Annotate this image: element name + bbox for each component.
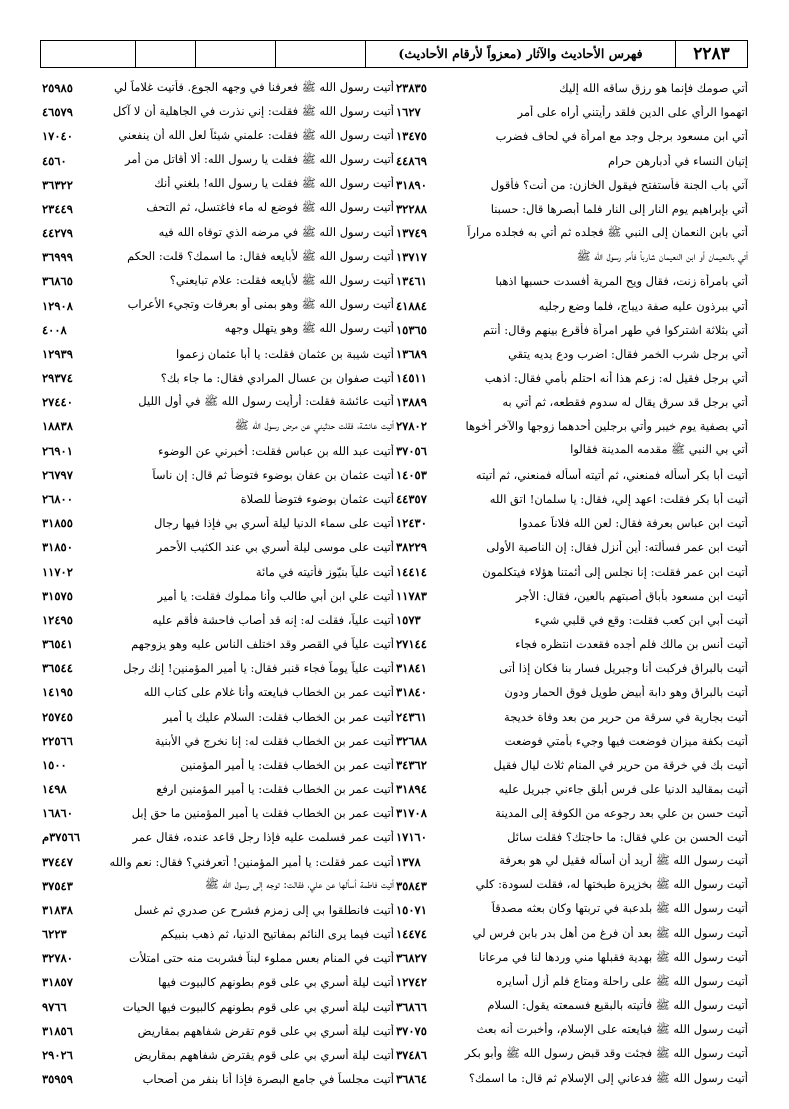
entry-number: ١٤٥١١ (396, 371, 427, 386)
index-entry (40, 777, 394, 801)
entry-text: أتيت رسول الله ﷺ فأتيته بالبقيع فسمعته يقول: السلام (487, 998, 748, 1013)
entry-number: ١٥٠٧١ (396, 902, 427, 917)
index-entry (40, 946, 394, 970)
entry-text: أتيت ابن عباس بعرفة فقال: لعن الله فلاناً عمدوا (518, 516, 748, 531)
entry-number: ٤٥٦٠ (42, 153, 67, 168)
entry-number: ٣٢٢٨٨ (396, 201, 427, 216)
entry-text: أتيت علياً، فقلت له: إنه قد أصاب فاحشة فأقم عليه (152, 612, 394, 627)
entry-text: أتيت صفوان بن عسال المرادي فقال: ما جاء بك؟ (160, 371, 394, 386)
entry-text: أتيت بالبراق فركبت أنا وجبريل فسار بنا فكان إذا أتى (499, 661, 748, 676)
entry-number: ١١٧٠٢ (42, 564, 73, 579)
entry-text: أتيت عبد الله بن عباس فقلت: أخبرني عن الوضوء (158, 443, 394, 458)
index-entry (394, 173, 748, 197)
entry-number: ٣٦٥٤١ (42, 637, 73, 652)
index-entry (40, 874, 394, 898)
entry-text: أتي ببرذون عليه صفة ديباج، فلما وضع رجليه (538, 298, 748, 313)
index-entry (40, 632, 394, 656)
entry-text: أتي صومك فإنما هو رزق ساقه الله إليك (559, 81, 748, 96)
entry-number: ٢٧١٤٤ (396, 637, 427, 652)
entry-number: ٣١٨٣٨ (42, 902, 73, 917)
entry-number: ٣٧٥٦٦م (42, 830, 81, 845)
entry-number: ١٥٣٦٥ (396, 322, 427, 337)
index-entry (40, 245, 394, 269)
index-entry (40, 318, 394, 342)
index-entry (40, 197, 394, 221)
entry-number: ٣٦٨٦٥ (42, 274, 73, 289)
index-entry (40, 584, 394, 608)
entry-number: ٤٤٨٦٩ (396, 153, 427, 168)
entry-number: ٦٢٢٣ (42, 927, 67, 942)
entry-number: ١٣٧١٧ (396, 250, 427, 265)
entry-number: ١١٧٨٣ (396, 588, 427, 603)
entry-text: أتيت عثمان بن عفان بوضوء فتوضأ ثم قال: إن ناساً (152, 467, 394, 482)
index-entry (394, 342, 748, 366)
entry-number: ٣٦٣٢٢ (42, 177, 73, 192)
entry-text: أتيت رسول الله ﷺ بهدية فقبلها مني وردها لنا في مرعانا (478, 949, 748, 964)
entry-number: ٤٦٥٧٩ (42, 105, 73, 120)
entry-number: ٣١٨٥٧ (42, 975, 73, 990)
index-entry (394, 922, 748, 946)
entry-number: ٣٥٨٤٣ (396, 878, 427, 893)
entry-text: أتي برجل قد سرق يقال له سدوم فقطعه، ثم أتي به (502, 395, 748, 410)
entry-text: أتيت رسول الله ﷺ فقلت: علمني شيئاً لعل الله أن ينفعني (118, 127, 394, 142)
entry-number: ١٢٧٤٢ (396, 975, 427, 990)
entry-text: أتيت رسول الله ﷺ فدعاني إلى الإسلام ثم قال: ما اسمك؟ (468, 1070, 748, 1085)
entry-number: ٣٧٠٧٥ (396, 1023, 427, 1038)
entry-text: أتي بالنعيمان أو ابن النعيمان شارباً فأمر رسول الله ﷺ (576, 248, 748, 263)
index-entry (394, 874, 748, 898)
index-entry (40, 294, 394, 318)
index-entry (40, 656, 394, 680)
index-entry (394, 656, 748, 680)
index-entry (40, 149, 394, 173)
index-entry (40, 801, 394, 825)
index-entry (40, 1019, 394, 1043)
entry-number: ٢٦٩٠١ (42, 443, 73, 458)
entry-number: ١٥٠٠ (42, 757, 67, 772)
entry-number: ١٣٦٨٩ (396, 346, 427, 361)
entry-number: ٤١٨٨٤ (396, 298, 427, 313)
index-entry (394, 898, 748, 922)
index-entry (394, 680, 748, 704)
index-entry (40, 342, 394, 366)
entry-number: ١٧٠٤٠ (42, 129, 73, 144)
entry-number: ٣١٨٩٤ (396, 782, 427, 797)
entry-text: أتيت ابن عمر فقلت: إنا نجلس إلى أئمتنا هؤلاء فيتكلمون (482, 564, 748, 579)
index-entry (394, 995, 748, 1019)
index-entry (40, 850, 394, 874)
index-entry (394, 704, 748, 728)
index-entry (40, 704, 394, 728)
index-entry (40, 898, 394, 922)
entry-number: ٢٣٤٤٩ (42, 201, 73, 216)
entry-number: ٣٤٣٦٢ (396, 757, 427, 772)
index-entry (40, 124, 394, 148)
index-entry (394, 850, 748, 874)
entry-text: أتيت رسول الله ﷺ في مرضه الذي توفاه الله فيه (158, 224, 394, 239)
entry-text: أتيت ليلة أسري بي على قوم يقترض شفاههم بمقاريض (134, 1047, 394, 1062)
index-entry (394, 221, 748, 245)
entry-text: أتيت رسول الله ﷺ فقلت يا رسول الله! بلغني أنك (154, 176, 394, 191)
entry-number: ٤٠٠٨ (42, 322, 67, 337)
entry-number: ٣٧٤٨٦ (396, 1047, 427, 1062)
index-entry (394, 390, 748, 414)
index-entry (394, 1019, 748, 1043)
entry-text: أتيت رسول الله ﷺ فعرفنا في وجهه الجوع. فأتيت غلاماً لي (113, 79, 394, 94)
entry-text: أتيت رسول الله ﷺ فوضع له ماء فاغتسل، ثم التحف (146, 200, 394, 215)
entry-number: ١٣٤٧٥ (396, 129, 427, 144)
entry-text: أتيت على موسى ليلة أسري بي عند الكثيب الأحمر (156, 540, 394, 555)
entry-text: أتيت بالبراق وهو دابة أبيض طويل فوق الحمار ودون (504, 685, 748, 700)
entry-text: أتيت أبا بكر فقلت: اعهد إلي، فقال: يا سلمان! اتق الله (489, 492, 748, 506)
index-entry (394, 801, 748, 825)
index-entry (40, 995, 394, 1019)
entry-number: ١٤١٩٥ (42, 685, 73, 700)
entry-number: ١٥٧٣ (396, 612, 421, 627)
index-entry (394, 970, 748, 994)
entry-text: أتيت أبي ابن كعب فقلت: وقع في قلبي شيء (534, 612, 748, 627)
entry-number: ٣١٨٥٠ (42, 540, 73, 555)
entry-number: ١٢٩٠٨ (42, 298, 73, 313)
entry-text: أتيت علياً في القصر وقد اختلف الناس عليه وهو يزوجهم (131, 637, 394, 652)
entry-text: اتهموا الرأي على الدين فلقد رأيتني أراه على أمر (517, 105, 748, 120)
entry-number: ٢٥٩٨٥ (42, 81, 73, 96)
index-entry (40, 463, 394, 487)
entry-number: ٢٧٤٤٠ (42, 395, 73, 410)
entry-number: ١٤٤١٤ (396, 564, 427, 579)
header-empty-cell (135, 41, 195, 67)
index-entry (394, 414, 748, 438)
entry-number: ١٤٠٥٣ (396, 467, 427, 482)
index-entry (40, 100, 394, 124)
entry-number: ١٨٨٣٨ (42, 419, 73, 434)
entry-text: أتيت شيبة بن عثمان فقلت: يا أبا عثمان زعموا (175, 346, 394, 361)
entry-text: أتيت في المنام بعس مملوء لبناً فشربت منه حتى امتلأت (129, 951, 394, 966)
index-entry (394, 197, 748, 221)
entry-text: أتيت رسول الله ﷺ فقلت: إني نذرت في الجاهلية أن لا آكل (112, 103, 394, 118)
entry-number: ٣١٨٥٦ (42, 1023, 73, 1038)
index-entry (394, 269, 748, 293)
left-column (40, 76, 394, 1091)
entry-number: ٣٨٢٢٩ (396, 540, 427, 555)
index-entry (394, 825, 748, 849)
entry-text: أتيت عثمان بوضوء فتوضأ للصلاة (240, 492, 394, 506)
page-number: ٢٢٨٣ (675, 41, 747, 67)
entry-text: أتيت علياً بنيّوز فأتيته في مائة (255, 564, 394, 579)
entry-number: ٢٢٥٦٦ (42, 733, 73, 748)
index-entry (394, 753, 748, 777)
index-entry (40, 608, 394, 632)
index-entry (40, 76, 394, 100)
entry-number: ١٣٧٨ (396, 854, 421, 869)
index-entry (394, 559, 748, 583)
entry-text: أتي بإبراهيم يوم النار إلى النار فلما أبصرها قال: حسبنا (490, 201, 748, 216)
header-empty-cell (195, 41, 275, 67)
index-entry (40, 414, 394, 438)
entry-number: ٢٩٣٧٤ (42, 371, 73, 386)
entry-number: ٣١٨٩٠ (396, 177, 427, 192)
entry-number: ١٤٩٨ (42, 782, 67, 797)
entry-text: أتيت بجارية في سرقة من حرير من بعد وفاة خديجة (504, 709, 748, 724)
entry-number: ٣١٧٠٨ (396, 806, 427, 821)
index-entry (40, 753, 394, 777)
index-entry (394, 946, 748, 970)
index-entry (394, 729, 748, 753)
entry-text: أتيت ليلة أسري بي على قوم تقرض شفاههم بمقاريض (137, 1023, 394, 1038)
index-entry (40, 173, 394, 197)
index-entry (394, 608, 748, 632)
entry-text: أتيت رسول الله ﷺ فبايعته على الإسلام، وأخبرت أنه بعث (476, 1022, 748, 1037)
entry-text: آتي باب الجنة فأستفتح فيقول الخازن: من أنت؟ فأقول (490, 177, 748, 192)
entry-number: ٣٦٨٦٦ (396, 999, 427, 1014)
entry-text: أتيت ليلة أسري بي على قوم بطونهم كالبيوت فيها (158, 975, 394, 990)
entry-text: أتيت الحسن بن علي فقال: ما حاجتك؟ فقلت سائل (507, 830, 748, 845)
entry-text: أتيت فيما يرى النائم بمفاتيح الدنيا، ثم ذهب بنبيكم (160, 927, 394, 942)
entry-text: أتي بابن النعمان إلى النبي ﷺ فجلده ثم أتي به فجلده مراراً (467, 224, 748, 239)
index-entry (394, 318, 748, 342)
entry-text: أتيت ابن مسعود بأباق أصبتهم بالعين، فقال: الأجر (515, 588, 748, 603)
entry-number: ٣٧٥٤٣ (42, 878, 73, 893)
index-entry (394, 149, 748, 173)
index-entry (40, 366, 394, 390)
entry-number: ١٢٤٣٠ (396, 516, 427, 531)
entry-text: أتيت بمقاليد الدنيا على فرس أبلق جاءني جبريل عليه (498, 782, 748, 797)
entry-text: أتيت حسن بن علي بعد رجوعه من الكوفة إلى المدينة (495, 806, 748, 821)
entry-text: أتي ابن مسعود برجل وجد مع امرأة في لحاف فضرب (495, 129, 748, 144)
index-entry (40, 487, 394, 511)
entry-number: ٩٧٦٦ (42, 999, 67, 1014)
entry-number: ٣٦٥٤٤ (42, 661, 73, 676)
index-entry (40, 825, 394, 849)
entry-number: ١٦٢٧ (396, 105, 421, 120)
entry-text: أتيت رسول الله ﷺ بعد أن فرغ من أهل بدر بابن فرس لي (472, 925, 748, 940)
entry-number: ٢٦٧٩٧ (42, 467, 73, 482)
entry-number: ٢٤٣٦١ (396, 709, 427, 724)
entry-text: أتي برجل شرب الخمر فقال: اضرب ودع يديه يتقي (508, 346, 748, 361)
entry-text: أتي بصفية يوم خيبر وأتي برجلين أحدهما زوجها والآخر أخوها (465, 419, 748, 434)
entry-text: أتيت عمر بن الخطاب فقلت: السلام عليك يا أمير (162, 709, 394, 724)
index-entry (40, 970, 394, 994)
entry-text: أتيت عمر بن الخطاب فبايعته وأنا غلام على كتاب الله (143, 685, 394, 700)
index-entry (394, 535, 748, 559)
entry-text: أتيت عمر بن الخطاب فقلت: يا أمير المؤمنين ارفع (156, 782, 394, 797)
index-entry (394, 1043, 748, 1067)
entry-number: ٤٤٣٥٧ (396, 492, 427, 506)
entry-number: ١٧١٦٠ (396, 830, 427, 845)
entry-text: أتي برجل فقيل له: زعم هذا أنه احتلم بأمي فقال: اذهب (484, 371, 748, 386)
entry-number: ٣١٨٥٥ (42, 516, 73, 531)
page-title: فهرس الأحاديث والآثار (معزواً لأرقام الأحاديث) (365, 41, 675, 67)
entry-text: أتي بثلاثة اشتركوا في طهر امرأة فأقرع بينهم وقال: أنتم (483, 322, 748, 337)
entry-text: أتيت رسول الله ﷺ فقلت يا رسول الله: ألا أقاتل من أمر (124, 152, 394, 167)
entry-number: ٣٦٨٦٤ (396, 1072, 427, 1087)
index-entry (40, 729, 394, 753)
index-entry (40, 559, 394, 583)
index-entry (40, 680, 394, 704)
header-empty-cell (275, 41, 365, 67)
index-entry (394, 76, 748, 100)
entry-text: أتيت علي ابن أبي طالب وأنا مملوك فقلت: يا أمير (157, 588, 394, 603)
entry-text: أتيت عمر بن الخطاب فقلت: يا أمير المؤمنين (180, 757, 394, 772)
entry-text: أتيت رسول الله ﷺ لأبايعه فقال: ما اسمك؟ قلت: الحكم (127, 248, 394, 263)
entry-number: ١٣٨٨٩ (396, 395, 427, 410)
index-entry (394, 124, 748, 148)
entry-number: ٢٧٨٠٢ (396, 419, 427, 434)
entry-text: أتيت رسول الله ﷺ أريد أن أسأله فقيل لي هو بعرفة (499, 853, 748, 868)
header-empty-cell (41, 41, 135, 67)
index-entry (394, 463, 748, 487)
entry-text: أتيت رسول الله ﷺ لأبايعه فقلت: علام تبايعني؟ (169, 272, 394, 287)
entry-number: ٣٧٠٥٦ (396, 443, 427, 458)
entry-number: ٢٥٧٤٥ (42, 709, 73, 724)
entry-number: ٣٢٧٨٠ (42, 951, 73, 966)
entry-number: ١٤٤٧٤ (396, 927, 427, 942)
index-entry (394, 511, 748, 535)
entry-text: أتيت رسول الله ﷺ على راحلة ومتاع فلم أزل أسايره (496, 973, 748, 988)
index-entry (394, 632, 748, 656)
index-entry (394, 487, 748, 511)
entry-number: ١٢٤٩٥ (42, 612, 73, 627)
entry-number: ٣٥٩٥٩ (42, 1072, 73, 1087)
entry-text: أتيت أنس بن مالك فلم أجده فقعدت انتظره فجاء (515, 637, 748, 652)
entry-number: ١٢٩٣٩ (42, 346, 73, 361)
entry-text: أتيت عمر بن الخطاب فقلت له: إنا نخرج في الأبنية (154, 733, 394, 748)
index-columns (40, 76, 748, 1091)
entry-number: ٣٢٦٨٨ (396, 733, 427, 748)
entry-number: ٣٦٨٢٧ (396, 951, 427, 966)
entry-text: أتيت ابن عمر فسألته: أين أنزل فقال: إن الناصية الأولى (486, 540, 748, 555)
entry-text: أتيت بك في خرقة من حرير في المنام ثلاث ليال فقيل (493, 757, 748, 772)
right-column (394, 76, 748, 1091)
entry-number: ٢٦٨٠٠ (42, 492, 73, 506)
index-entry (40, 439, 394, 463)
entry-text: أتيت على سماء الدنيا ليلة أسري بي فإذا فيها رجال (154, 516, 394, 531)
entry-text: أتي بي النبي ﷺ مقدمه المدينة فقالوا (570, 442, 748, 457)
index-entry (394, 100, 748, 124)
entry-number: ٣١٨٤٠ (396, 685, 427, 700)
entry-number: ١٣٧٤٩ (396, 226, 427, 241)
entry-number: ١٣٤٦١ (396, 274, 427, 289)
entry-text: أتيت فانطلقوا بي إلى زمزم فشرح عن صدري ثم غسل (133, 902, 394, 917)
index-entry (40, 511, 394, 535)
entry-text: أتيت عائشة فقلت: أرأيت رسول الله ﷺ في أول الليل (138, 393, 394, 408)
entry-text: أتيت أبا بكر أسأله فمنعني، ثم أتيته أسأله فمنعني، ثم أتيته (475, 467, 748, 482)
index-entry (394, 777, 748, 801)
index-entry (40, 1067, 394, 1091)
entry-text: أتيت عائشة، فقلت حدثيني عن مرض رسول الله ﷺ (234, 417, 394, 432)
index-entry (394, 294, 748, 318)
entry-text: أتيت عمر بن الخطاب فقلت يا أمير المؤمنين ما حق إبل (131, 806, 394, 821)
index-entry (40, 390, 394, 414)
entry-number: ٣٧٤٤٧ (42, 854, 73, 869)
page-header (40, 40, 748, 68)
entry-text: أتيت عمر فسلمت عليه فإذا رجل قاعد عنده، فقال عمر (132, 830, 394, 845)
entry-text: أتيت رسول الله ﷺ وهو بمنى أو بعرفات وتجيء الأعراب (127, 297, 394, 312)
entry-text: أتيت ليلة أسري بي على قوم بطونهم كالبيوت فيها الحيات (122, 999, 394, 1014)
entry-number: ٢٣٨٣٥ (396, 81, 427, 96)
index-entry (394, 1067, 748, 1091)
entry-text: أتيت رسول الله ﷺ بخزيرة طبختها له، فقلت لسودة: كلي (475, 877, 748, 892)
entry-text: أتيت عمر فقلت: يا أمير المؤمنين! أتعرفني؟ فقال: نعم والله (109, 854, 394, 869)
entry-text: أتيت رسول الله ﷺ وهو يتهلل وجهه (224, 321, 394, 336)
index-entry (394, 439, 748, 463)
entry-number: ٢٩٠٢٦ (42, 1047, 73, 1062)
index-entry (394, 245, 748, 269)
entry-number: ٣٦٩٩٩ (42, 250, 73, 265)
entry-text: أتيت مجلساً في جامع البصرة فإذا أنا بنفر من أصحاب (142, 1072, 394, 1087)
index-entry (40, 269, 394, 293)
entry-text: إتيان النساء في أدبارهن حرام (607, 153, 748, 168)
entry-number: ٤٤٢٧٩ (42, 226, 73, 241)
entry-number: ٣١٨٤١ (396, 661, 427, 676)
entry-number: ٣١٥٧٥ (42, 588, 73, 603)
entry-text: أتيت علياً يوماً فجاء قنبر فقال: يا أمير المؤمنين! إنك رجل (123, 661, 394, 676)
index-entry (394, 584, 748, 608)
index-entry (40, 535, 394, 559)
entry-text: أتيت رسول الله ﷺ بلدعبة في تربتها وكان بعثه مصدقاً (491, 901, 748, 916)
entry-text: أتيت فاطمة أسألها عن علي، فقالت: توجه إلى رسول الله ﷺ (204, 877, 394, 892)
entry-text: أتي بامرأة زنت، فقال ويح المرية أفسدت حسبها اذهبا (495, 274, 748, 289)
index-entry (40, 1043, 394, 1067)
index-entry (40, 922, 394, 946)
entry-text: أتيت بكفة ميزان فوضعت فيها وجيء بأمتي فوضعت (504, 733, 748, 748)
entry-number: ١٦٨٦٠ (42, 806, 73, 821)
index-entry (40, 221, 394, 245)
entry-text: أتيت رسول الله ﷺ فجئت وقد قبض رسول الله ﷺ وأبو بكر (464, 1046, 748, 1061)
index-entry (394, 366, 748, 390)
